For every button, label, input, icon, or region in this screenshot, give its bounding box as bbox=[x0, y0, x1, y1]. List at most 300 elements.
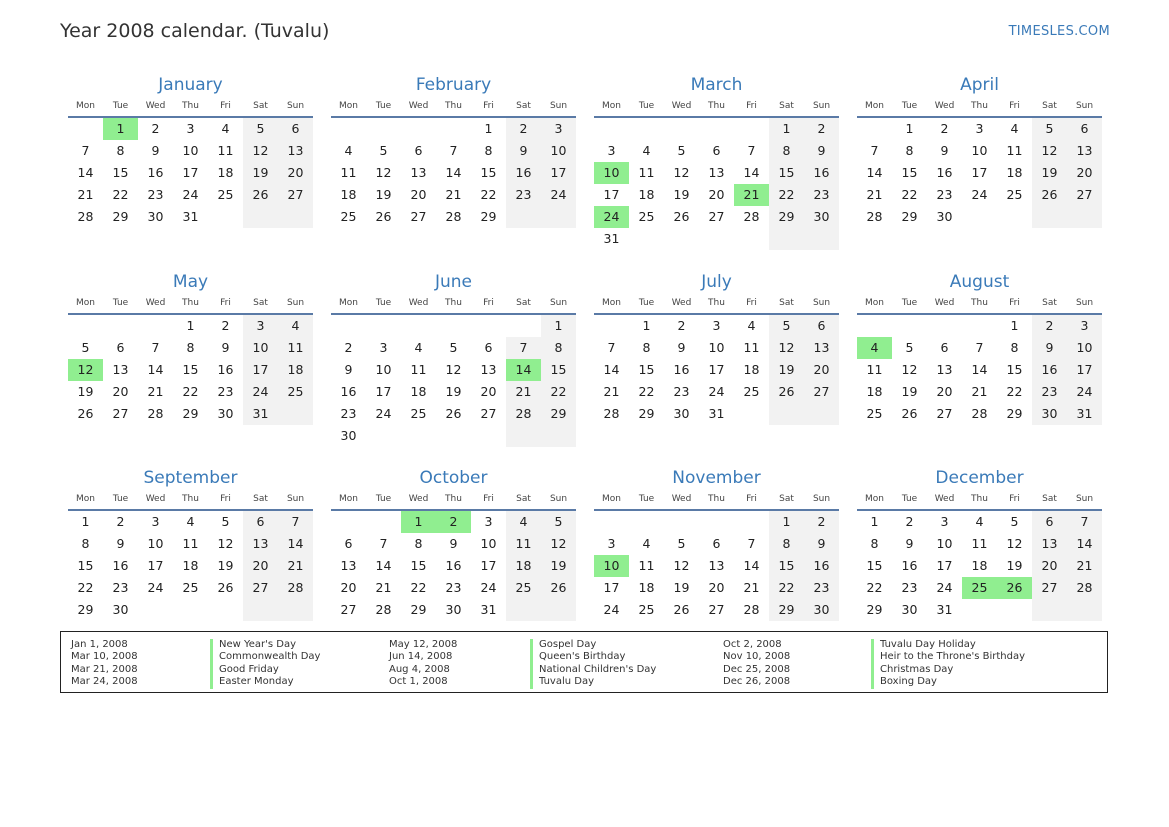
empty-day-cell bbox=[734, 228, 769, 250]
day-cell: 10 bbox=[971, 143, 988, 158]
empty-day-cell bbox=[436, 315, 471, 337]
day-cell: 12 bbox=[445, 362, 462, 377]
day-cell: 8 bbox=[541, 337, 576, 359]
day-cell: 5 bbox=[81, 340, 90, 355]
weekday-label: Wed bbox=[934, 494, 955, 504]
day-cell: 22 bbox=[410, 580, 427, 595]
day-cell: 21 bbox=[1067, 555, 1102, 577]
day-cell: 5 bbox=[379, 143, 388, 158]
weekday-header bbox=[594, 492, 839, 511]
day-cell: 23 bbox=[936, 187, 953, 202]
day-cell: 4 bbox=[186, 514, 195, 529]
day-cell: 2 bbox=[506, 118, 541, 140]
day-cell: 22 bbox=[769, 577, 804, 599]
empty-day-cell bbox=[401, 315, 436, 337]
day-cell: 31 bbox=[603, 231, 620, 246]
day-cell: 28 bbox=[866, 209, 883, 224]
day-cell: 3 bbox=[541, 118, 576, 140]
holiday-name: Gospel Day bbox=[530, 639, 656, 651]
day-cell: 22 bbox=[182, 384, 199, 399]
day-cell: 11 bbox=[866, 362, 883, 377]
holiday-date: May 12, 2008 bbox=[389, 639, 458, 650]
day-cell: 25 bbox=[743, 384, 760, 399]
day-cell: 7 bbox=[1067, 511, 1102, 533]
day-cell: 4 bbox=[506, 511, 541, 533]
day-cell: 15 bbox=[1006, 362, 1023, 377]
day-cell: 20 bbox=[708, 580, 725, 595]
empty-day-cell bbox=[331, 315, 366, 337]
empty-day-cell bbox=[173, 599, 208, 621]
day-cell: 26 bbox=[445, 406, 462, 421]
day-cell: 29 bbox=[182, 406, 199, 421]
day-grid bbox=[331, 118, 576, 228]
day-cell: 3 bbox=[712, 318, 721, 333]
empty-day-cell bbox=[1032, 599, 1067, 621]
day-cell: 24 bbox=[147, 580, 164, 595]
day-cell: 28 bbox=[603, 406, 620, 421]
holiday-day-cell: 1 bbox=[401, 511, 436, 533]
empty-day-cell bbox=[664, 228, 699, 250]
day-cell: 7 bbox=[151, 340, 160, 355]
day-cell: 1 bbox=[81, 514, 90, 529]
day-cell: 29 bbox=[480, 209, 497, 224]
empty-day-cell bbox=[997, 599, 1032, 621]
day-cell: 16 bbox=[147, 165, 164, 180]
day-cell: 7 bbox=[81, 143, 90, 158]
day-cell: 23 bbox=[901, 580, 918, 595]
month-december bbox=[857, 467, 1102, 627]
day-cell: 29 bbox=[112, 209, 129, 224]
day-cell: 31 bbox=[182, 209, 199, 224]
empty-day-cell bbox=[804, 403, 839, 425]
day-cell: 20 bbox=[243, 555, 278, 577]
weekday-label: Mon bbox=[602, 494, 621, 504]
day-cell: 18 bbox=[340, 187, 357, 202]
day-cell: 25 bbox=[217, 187, 234, 202]
day-cell: 13 bbox=[243, 533, 278, 555]
empty-day-cell bbox=[664, 511, 699, 533]
empty-day-cell bbox=[278, 599, 313, 621]
day-cell: 18 bbox=[278, 359, 313, 381]
day-cell: 3 bbox=[607, 143, 616, 158]
day-cell: 23 bbox=[804, 184, 839, 206]
day-cell: 3 bbox=[243, 315, 278, 337]
day-cell: 6 bbox=[712, 536, 721, 551]
day-cell: 15 bbox=[112, 165, 129, 180]
day-cell: 3 bbox=[151, 514, 160, 529]
day-cell: 18 bbox=[866, 384, 883, 399]
holiday-name: Easter Monday bbox=[210, 676, 320, 688]
day-cell: 11 bbox=[278, 337, 313, 359]
empty-day-cell bbox=[594, 315, 629, 337]
day-cell: 10 bbox=[1067, 337, 1102, 359]
day-cell: 8 bbox=[116, 143, 125, 158]
holiday-name: Boxing Day bbox=[871, 676, 1025, 688]
weekday-label: Sat bbox=[1042, 298, 1057, 308]
day-cell: 22 bbox=[901, 187, 918, 202]
day-cell: 17 bbox=[243, 359, 278, 381]
day-cell: 28 bbox=[278, 577, 313, 599]
weekday-label: Tue bbox=[375, 298, 392, 308]
day-cell: 29 bbox=[769, 599, 804, 621]
holiday-date-column bbox=[389, 639, 457, 689]
day-cell: 4 bbox=[1010, 121, 1019, 136]
day-cell: 27 bbox=[804, 381, 839, 403]
day-cell: 4 bbox=[642, 536, 651, 551]
empty-day-cell bbox=[857, 118, 892, 140]
empty-day-cell bbox=[68, 315, 103, 337]
month-february bbox=[331, 74, 576, 271]
weekday-header bbox=[331, 492, 576, 511]
day-cell: 7 bbox=[747, 536, 756, 551]
day-cell: 1 bbox=[541, 315, 576, 337]
weekday-header bbox=[331, 296, 576, 315]
day-cell: 24 bbox=[182, 187, 199, 202]
day-cell: 2 bbox=[151, 121, 160, 136]
empty-day-cell bbox=[366, 511, 401, 533]
day-cell: 7 bbox=[870, 143, 879, 158]
weekday-label: Mon bbox=[602, 101, 621, 111]
day-cell: 6 bbox=[243, 511, 278, 533]
day-cell: 11 bbox=[182, 536, 199, 551]
weekday-label: Fri bbox=[746, 101, 757, 111]
holiday-day-cell: 25 bbox=[962, 577, 997, 599]
day-cell: 17 bbox=[936, 558, 953, 573]
day-cell: 19 bbox=[901, 384, 918, 399]
day-cell: 12 bbox=[769, 337, 804, 359]
day-cell: 15 bbox=[769, 162, 804, 184]
day-cell: 25 bbox=[866, 406, 883, 421]
day-cell: 6 bbox=[344, 536, 353, 551]
day-cell: 2 bbox=[677, 318, 686, 333]
day-cell: 24 bbox=[971, 187, 988, 202]
holiday-day-cell: 14 bbox=[506, 359, 541, 381]
site-link[interactable]: TIMESLES.COM bbox=[1008, 24, 1110, 39]
day-cell: 9 bbox=[804, 140, 839, 162]
weekday-header bbox=[68, 296, 313, 315]
day-cell: 5 bbox=[905, 340, 914, 355]
weekday-label: Wed bbox=[934, 298, 955, 308]
day-cell: 16 bbox=[445, 558, 462, 573]
day-cell: 10 bbox=[708, 340, 725, 355]
weekday-label: Wed bbox=[145, 101, 166, 111]
day-cell: 18 bbox=[971, 558, 988, 573]
day-cell: 9 bbox=[449, 536, 458, 551]
weekday-label: Wed bbox=[671, 494, 692, 504]
day-cell: 7 bbox=[449, 143, 458, 158]
weekday-label: Thu bbox=[708, 101, 725, 111]
day-cell: 8 bbox=[186, 340, 195, 355]
day-cell: 21 bbox=[375, 580, 392, 595]
day-cell: 24 bbox=[375, 406, 392, 421]
month-july bbox=[594, 271, 839, 467]
day-cell: 13 bbox=[112, 362, 129, 377]
weekday-label: Fri bbox=[220, 494, 231, 504]
empty-day-cell bbox=[892, 315, 927, 337]
empty-day-cell bbox=[506, 599, 541, 621]
day-cell: 9 bbox=[116, 536, 125, 551]
month-name: June bbox=[434, 272, 473, 292]
day-cell: 19 bbox=[1032, 162, 1067, 184]
day-cell: 26 bbox=[77, 406, 94, 421]
day-cell: 19 bbox=[673, 580, 690, 595]
empty-day-cell bbox=[997, 206, 1032, 228]
day-cell: 22 bbox=[638, 384, 655, 399]
day-cell: 2 bbox=[804, 511, 839, 533]
empty-day-cell bbox=[506, 425, 541, 447]
day-cell: 31 bbox=[708, 406, 725, 421]
day-cell: 21 bbox=[147, 384, 164, 399]
day-cell: 20 bbox=[936, 384, 953, 399]
weekday-label: Fri bbox=[483, 494, 494, 504]
empty-day-cell bbox=[103, 315, 138, 337]
day-cell: 4 bbox=[747, 318, 756, 333]
month-august bbox=[857, 271, 1102, 467]
day-cell: 12 bbox=[673, 165, 690, 180]
weekday-header bbox=[68, 99, 313, 118]
holiday-name: New Year's Day bbox=[210, 639, 320, 651]
month-name: September bbox=[143, 468, 238, 488]
month-name: March bbox=[690, 75, 743, 95]
day-cell: 16 bbox=[936, 165, 953, 180]
month-november bbox=[594, 467, 839, 627]
day-cell: 28 bbox=[375, 602, 392, 617]
day-cell: 1 bbox=[484, 121, 493, 136]
month-june bbox=[331, 271, 576, 467]
weekday-label: Thu bbox=[971, 101, 988, 111]
day-cell: 14 bbox=[743, 558, 760, 573]
day-cell: 20 bbox=[278, 162, 313, 184]
weekday-label: Wed bbox=[408, 298, 429, 308]
empty-day-cell bbox=[1067, 599, 1102, 621]
day-cell: 21 bbox=[603, 384, 620, 399]
day-cell: 2 bbox=[1032, 315, 1067, 337]
day-cell: 18 bbox=[638, 580, 655, 595]
day-cell: 12 bbox=[243, 140, 278, 162]
empty-day-cell bbox=[734, 118, 769, 140]
day-cell: 16 bbox=[340, 384, 357, 399]
day-cell: 2 bbox=[116, 514, 125, 529]
day-cell: 8 bbox=[642, 340, 651, 355]
day-cell: 14 bbox=[375, 558, 392, 573]
day-grid bbox=[68, 511, 313, 621]
day-cell: 20 bbox=[112, 384, 129, 399]
weekday-label: Sun bbox=[286, 101, 305, 111]
day-cell: 14 bbox=[866, 165, 883, 180]
day-cell: 24 bbox=[936, 580, 953, 595]
day-cell: 11 bbox=[340, 165, 357, 180]
day-cell: 8 bbox=[905, 143, 914, 158]
weekday-label: Mon bbox=[339, 101, 358, 111]
day-cell: 21 bbox=[971, 384, 988, 399]
holiday-name-column bbox=[210, 639, 320, 689]
day-cell: 12 bbox=[1032, 140, 1067, 162]
month-name: February bbox=[415, 75, 492, 95]
day-cell: 3 bbox=[484, 514, 493, 529]
weekday-label: Sat bbox=[253, 298, 268, 308]
empty-day-cell bbox=[769, 228, 804, 250]
holiday-name: National Children's Day bbox=[530, 664, 656, 676]
day-cell: 24 bbox=[541, 184, 576, 206]
holiday-name: Queen's Birthday bbox=[530, 651, 656, 663]
day-cell: 5 bbox=[1010, 514, 1019, 529]
weekday-label: Tue bbox=[375, 494, 392, 504]
day-cell: 17 bbox=[147, 558, 164, 573]
holiday-date: Mar 10, 2008 bbox=[71, 651, 138, 663]
empty-day-cell bbox=[401, 118, 436, 140]
day-cell: 26 bbox=[901, 406, 918, 421]
day-cell: 26 bbox=[769, 381, 804, 403]
page-title: Year 2008 calendar. (Tuvalu) bbox=[60, 20, 330, 42]
empty-day-cell bbox=[699, 228, 734, 250]
day-cell: 26 bbox=[217, 580, 234, 595]
day-cell: 29 bbox=[77, 602, 94, 617]
day-cell: 27 bbox=[708, 209, 725, 224]
day-cell: 12 bbox=[217, 536, 234, 551]
weekday-label: Sat bbox=[516, 101, 531, 111]
day-cell: 22 bbox=[112, 187, 129, 202]
day-cell: 13 bbox=[340, 558, 357, 573]
day-cell: 4 bbox=[414, 340, 423, 355]
day-cell: 28 bbox=[971, 406, 988, 421]
weekday-label: Tue bbox=[112, 101, 129, 111]
day-cell: 3 bbox=[940, 514, 949, 529]
weekday-label: Sat bbox=[1042, 101, 1057, 111]
weekday-label: Sat bbox=[779, 494, 794, 504]
day-cell: 7 bbox=[278, 511, 313, 533]
day-cell: 24 bbox=[708, 384, 725, 399]
holiday-day-cell: 24 bbox=[594, 206, 629, 228]
day-cell: 20 bbox=[1067, 162, 1102, 184]
day-cell: 30 bbox=[112, 602, 129, 617]
day-cell: 13 bbox=[278, 140, 313, 162]
day-cell: 22 bbox=[480, 187, 497, 202]
day-cell: 9 bbox=[804, 533, 839, 555]
empty-day-cell bbox=[208, 206, 243, 228]
weekday-label: Fri bbox=[483, 298, 494, 308]
day-grid bbox=[594, 315, 839, 425]
day-cell: 8 bbox=[870, 536, 879, 551]
empty-day-cell bbox=[541, 425, 576, 447]
weekday-label: Thu bbox=[445, 298, 462, 308]
month-april bbox=[857, 74, 1102, 271]
day-cell: 26 bbox=[673, 602, 690, 617]
day-cell: 13 bbox=[708, 558, 725, 573]
day-cell: 10 bbox=[480, 536, 497, 551]
day-cell: 15 bbox=[901, 165, 918, 180]
day-cell: 31 bbox=[936, 602, 953, 617]
empty-day-cell bbox=[857, 315, 892, 337]
day-cell: 17 bbox=[375, 384, 392, 399]
holiday-date: Aug 4, 2008 bbox=[389, 663, 450, 675]
weekday-label: Tue bbox=[901, 298, 918, 308]
day-cell: 6 bbox=[484, 340, 493, 355]
day-cell: 18 bbox=[1006, 165, 1023, 180]
weekday-label: Sun bbox=[812, 298, 831, 308]
day-cell: 13 bbox=[708, 165, 725, 180]
day-cell: 16 bbox=[112, 558, 129, 573]
day-cell: 19 bbox=[769, 359, 804, 381]
weekday-label: Sat bbox=[779, 101, 794, 111]
empty-day-cell bbox=[138, 315, 173, 337]
holiday-name: Good Friday bbox=[210, 664, 320, 676]
day-cell: 14 bbox=[445, 165, 462, 180]
day-cell: 25 bbox=[506, 577, 541, 599]
day-cell: 26 bbox=[541, 577, 576, 599]
empty-day-cell bbox=[734, 403, 769, 425]
day-cell: 19 bbox=[1006, 558, 1023, 573]
weekday-label: Mon bbox=[76, 298, 95, 308]
weekday-label: Mon bbox=[865, 494, 884, 504]
holiday-name: Christmas Day bbox=[871, 664, 1025, 676]
day-cell: 16 bbox=[673, 362, 690, 377]
day-cell: 27 bbox=[340, 602, 357, 617]
day-cell: 17 bbox=[1067, 359, 1102, 381]
day-cell: 11 bbox=[506, 533, 541, 555]
day-cell: 5 bbox=[677, 143, 686, 158]
holiday-date: Jan 1, 2008 bbox=[71, 639, 128, 650]
day-cell: 11 bbox=[971, 536, 988, 551]
month-march bbox=[594, 74, 839, 271]
day-cell: 20 bbox=[340, 580, 357, 595]
day-cell: 1 bbox=[769, 511, 804, 533]
day-cell: 25 bbox=[1006, 187, 1023, 202]
weekday-label: Thu bbox=[445, 101, 462, 111]
day-cell: 30 bbox=[445, 602, 462, 617]
empty-day-cell bbox=[927, 315, 962, 337]
day-cell: 20 bbox=[708, 187, 725, 202]
day-cell: 22 bbox=[769, 184, 804, 206]
weekday-label: Sun bbox=[812, 101, 831, 111]
day-cell: 16 bbox=[901, 558, 918, 573]
day-cell: 8 bbox=[81, 536, 90, 551]
day-cell: 4 bbox=[344, 143, 353, 158]
holiday-date: Dec 26, 2008 bbox=[723, 676, 791, 688]
day-cell: 26 bbox=[1032, 184, 1067, 206]
day-cell: 10 bbox=[375, 362, 392, 377]
day-cell: 16 bbox=[217, 362, 234, 377]
day-cell: 1 bbox=[1010, 318, 1019, 333]
empty-day-cell bbox=[366, 118, 401, 140]
weekday-label: Sat bbox=[253, 101, 268, 111]
holiday-day-cell: 26 bbox=[997, 577, 1032, 599]
day-cell: 7 bbox=[379, 536, 388, 551]
weekday-label: Wed bbox=[145, 494, 166, 504]
day-cell: 4 bbox=[221, 121, 230, 136]
day-cell: 28 bbox=[743, 602, 760, 617]
weekday-label: Fri bbox=[746, 298, 757, 308]
day-cell: 30 bbox=[340, 428, 357, 443]
weekday-label: Sat bbox=[516, 298, 531, 308]
weekday-label: Sun bbox=[1075, 494, 1094, 504]
month-october bbox=[331, 467, 576, 627]
day-cell: 17 bbox=[480, 558, 497, 573]
day-cell: 17 bbox=[541, 162, 576, 184]
day-cell: 3 bbox=[186, 121, 195, 136]
day-cell: 16 bbox=[804, 162, 839, 184]
day-cell: 11 bbox=[217, 143, 234, 158]
holiday-day-cell: 10 bbox=[594, 555, 629, 577]
empty-day-cell bbox=[278, 206, 313, 228]
empty-day-cell bbox=[1067, 206, 1102, 228]
day-cell: 24 bbox=[1067, 381, 1102, 403]
weekday-label: Thu bbox=[182, 494, 199, 504]
day-cell: 25 bbox=[182, 580, 199, 595]
day-cell: 19 bbox=[541, 555, 576, 577]
day-cell: 23 bbox=[340, 406, 357, 421]
day-cell: 23 bbox=[506, 184, 541, 206]
day-cell: 6 bbox=[1032, 511, 1067, 533]
